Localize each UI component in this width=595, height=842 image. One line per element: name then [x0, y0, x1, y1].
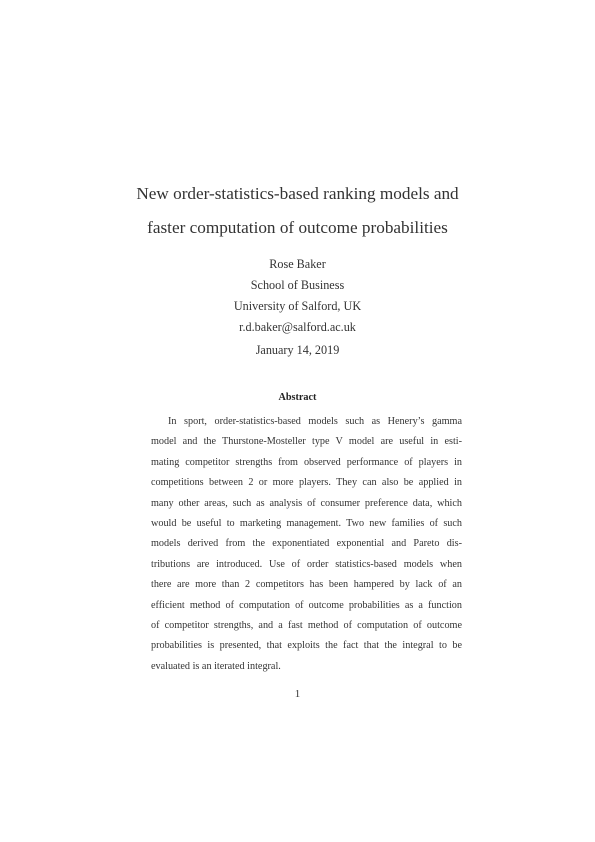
abstract-line: of competitor strengths, and a fast method of computation of outcome [151, 620, 462, 632]
abstract-line: efficient method of computation of outcome probabilities as a function [151, 599, 462, 611]
title-line-1: New order-statistics-based ranking models and [136, 184, 459, 203]
abstract-line: competitions between 2 or more players. They can also be applied in [151, 477, 462, 489]
author-email: r.d.baker@salford.ac.uk [239, 320, 356, 334]
author-name: Rose Baker [269, 257, 326, 271]
title-line-2: faster computation of outcome probabilities [147, 218, 448, 237]
paper-title [0, 177, 595, 245]
abstract-body [151, 412, 462, 677]
abstract-heading: Abstract [278, 392, 317, 403]
abstract-line: mating competitor strengths from observed performance of players in [151, 456, 462, 468]
abstract-line: evaluated is an iterated integral. [151, 660, 281, 672]
abstract-line: tributions are introduced. Use of order statistics-based models when [151, 558, 462, 570]
abstract-line: models derived from the exponentiated exponential and Pareto dis- [151, 538, 462, 550]
author-block [0, 254, 595, 338]
paper-date: January 14, 2019 [255, 343, 340, 357]
abstract-line: there are more than 2 competitors has been hampered by lack of an [151, 579, 462, 591]
page-number: 1 [294, 688, 301, 700]
abstract-line: model and the Thurstone-Mosteller type V model are useful in esti- [151, 436, 462, 448]
author-department: School of Business [250, 278, 345, 292]
abstract-line: many other areas, such as analysis of consumer preference data, which [151, 497, 462, 509]
abstract-line: would be useful to marketing management. Two new families of such [151, 518, 462, 530]
author-institution: University of Salford, UK [233, 299, 362, 313]
abstract-line: In sport, order-statistics-based models such as Henery’s gamma [168, 416, 462, 427]
abstract-line: probabilities is presented, that exploits the fact that the integral to be [151, 640, 462, 652]
